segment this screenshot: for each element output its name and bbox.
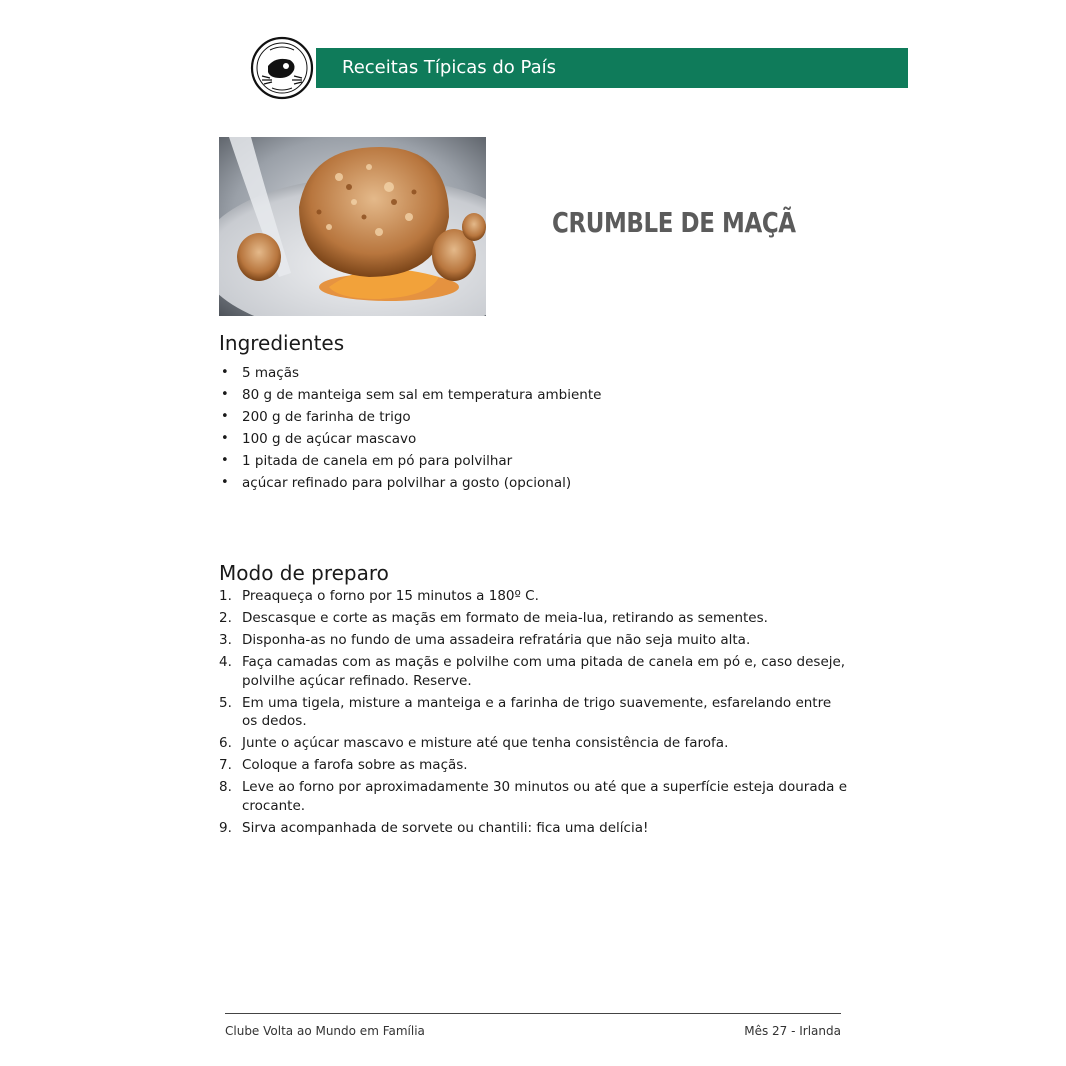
footer-divider [225, 1013, 841, 1014]
list-item [219, 734, 849, 753]
step-number: 3. [219, 632, 232, 648]
step-text: Descasque e corte as maçãs em formato de meia-lua, retirando as sementes. [242, 610, 768, 626]
header-title: Receitas Típicas do País [342, 57, 556, 78]
list-item [219, 819, 849, 838]
apple-crumble-image [219, 137, 486, 316]
step-text: Leve ao forno por aproximadamente 30 minutos ou até que a superfície esteja dourada e crocante. [242, 779, 848, 814]
step-text: Junte o açúcar mascavo e misture até que tenha consistência de farofa. [242, 735, 729, 751]
step-text: Coloque a farofa sobre as maçãs. [242, 757, 468, 773]
list-item: • 1 pitada de canela em pó para polvilhar [219, 450, 859, 472]
step-number: 7. [219, 757, 232, 773]
bullet-icon: • [221, 387, 229, 402]
list-item: • 100 g de açúcar mascavo [219, 428, 859, 450]
apple-crumble-photo [219, 137, 486, 316]
footer-club-name: Clube Volta ao Mundo em Família [225, 1024, 425, 1038]
step-text: Preaqueça o forno por 15 minutos a 180º C. [242, 588, 539, 604]
footer-issue-label: Mês 27 - Irlanda [744, 1024, 841, 1038]
list-item [219, 694, 849, 731]
step-number: 4. [219, 654, 232, 670]
list-item: • 5 maçãs [219, 362, 859, 384]
step-text: Sirva acompanhada de sorvete ou chantili: fica uma delícia! [242, 819, 649, 836]
step-text: Faça camadas com as maçãs e polvilhe com uma pitada de canela em pó e, caso deseje, polvilhe açúcar refinado. Reserve. [242, 654, 846, 689]
step-number: 5. [219, 694, 232, 711]
ingredients-list [219, 362, 859, 494]
step-number: 1. [219, 588, 232, 604]
list-item [219, 778, 849, 815]
bullet-icon: • [221, 365, 229, 380]
step-number: 6. [219, 735, 232, 751]
bullet-icon: • [221, 431, 229, 446]
bullet-icon: • [221, 475, 229, 490]
list-item: • 80 g de manteiga sem sal em temperatura ambiente [219, 384, 859, 406]
header-bar [316, 48, 908, 88]
list-item [219, 631, 849, 650]
list-item [219, 653, 849, 690]
ingredients-heading: Ingredientes [219, 331, 345, 355]
list-item: • 200 g de farinha de trigo [219, 406, 859, 428]
list-item [219, 609, 849, 628]
globe-stamp-icon [250, 36, 314, 100]
method-steps-list [219, 587, 849, 841]
list-item: • açúcar refinado para polvilhar a gosto (opcional) [219, 472, 859, 494]
recipe-title: CRUMBLE DE MAÇÃ [552, 206, 796, 239]
step-number: 9. [219, 819, 232, 836]
step-number: 8. [219, 779, 232, 795]
step-text: Disponha-as no fundo de uma assadeira refratária que não seja muito alta. [242, 632, 751, 648]
page-header [250, 36, 910, 98]
step-text: Em uma tigela, misture a manteiga e a farinha de trigo suavemente, esfarelando entre os dedos. [242, 694, 832, 729]
bullet-icon: • [221, 453, 229, 468]
list-item [219, 756, 849, 775]
bullet-icon: • [221, 409, 229, 424]
method-heading: Modo de preparo [219, 561, 389, 585]
list-item [219, 587, 849, 606]
step-number: 2. [219, 610, 232, 626]
